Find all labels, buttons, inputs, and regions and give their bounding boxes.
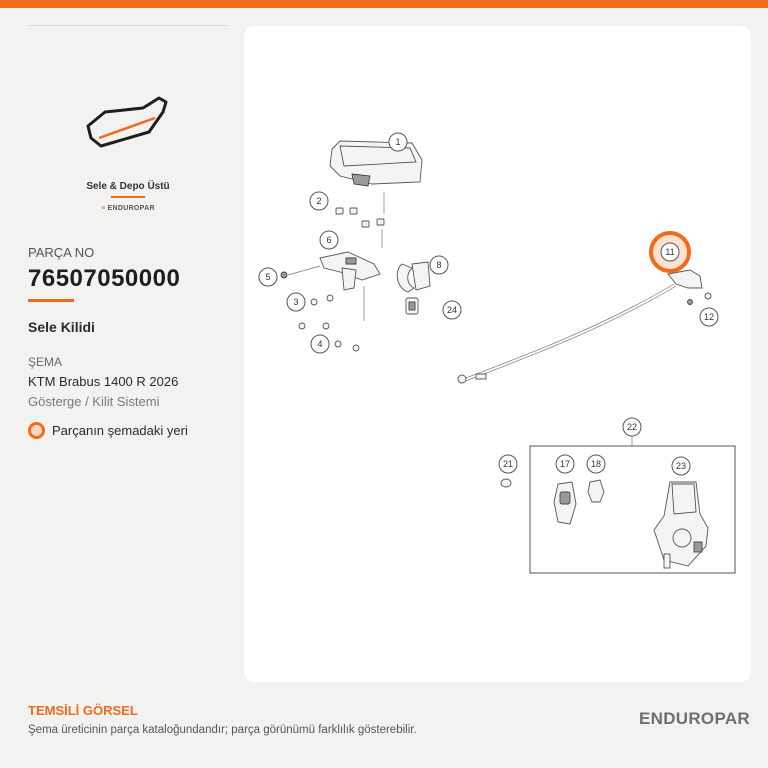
svg-text:6: 6 bbox=[326, 235, 332, 245]
svg-text:3: 3 bbox=[293, 297, 299, 307]
svg-text:8: 8 bbox=[436, 260, 442, 270]
callout-4[interactable] bbox=[311, 335, 329, 353]
legend-text: Parçanın şemadaki yeri bbox=[52, 423, 188, 438]
callout-3[interactable] bbox=[287, 293, 305, 311]
callout-11-highlighted[interactable] bbox=[651, 233, 689, 271]
svg-text:17: 17 bbox=[559, 459, 571, 469]
callout-12[interactable] bbox=[700, 308, 718, 326]
schema-label: ŞEMA bbox=[28, 355, 63, 369]
svg-text:21: 21 bbox=[502, 459, 514, 469]
legend bbox=[28, 422, 188, 439]
svg-text:18: 18 bbox=[590, 459, 602, 469]
sidebar-divider bbox=[28, 25, 228, 26]
callout-22[interactable] bbox=[623, 418, 641, 436]
svg-text:24: 24 bbox=[446, 305, 458, 315]
cable-clamp bbox=[397, 262, 430, 292]
part-name: Sele Kilidi bbox=[28, 319, 95, 335]
highlight-marker-icon bbox=[28, 422, 45, 439]
category-label: Sele & Depo Üstü bbox=[86, 181, 170, 192]
callout-6[interactable] bbox=[320, 231, 338, 249]
callout-18[interactable] bbox=[587, 455, 605, 473]
clips-group bbox=[336, 208, 384, 248]
svg-text:5: 5 bbox=[265, 272, 271, 282]
system-name: Gösterge / Kilit Sistemi bbox=[28, 394, 160, 409]
callout-23[interactable] bbox=[672, 457, 690, 475]
svg-text:1: 1 bbox=[395, 137, 401, 147]
ignition-cylinder bbox=[406, 298, 418, 314]
callout-8[interactable] bbox=[430, 256, 448, 274]
callout-24[interactable] bbox=[443, 301, 461, 319]
svg-text:22: 22 bbox=[626, 422, 638, 432]
display-unit bbox=[330, 141, 422, 214]
svg-text:12: 12 bbox=[703, 312, 715, 322]
footer-note: Şema üreticinin parça kataloğundandır; parça görünümü farklılık gösterebilir. bbox=[28, 724, 417, 736]
key-set-box bbox=[530, 434, 735, 573]
callout-17[interactable] bbox=[556, 455, 574, 473]
seat-outline-icon bbox=[83, 90, 173, 150]
svg-text:23: 23 bbox=[675, 461, 687, 471]
part-number-underline bbox=[28, 299, 74, 302]
footer-brand: ENDUROPAR bbox=[638, 709, 750, 728]
callout-21[interactable] bbox=[499, 455, 517, 473]
category-underline bbox=[111, 196, 145, 198]
top-accent-bar bbox=[0, 0, 768, 8]
callout-2[interactable] bbox=[310, 192, 328, 210]
parts-diagram bbox=[244, 26, 751, 682]
svg-text:11: 11 bbox=[665, 247, 675, 257]
svg-text:4: 4 bbox=[317, 339, 323, 349]
footer-title: TEMSİLİ GÖRSEL bbox=[28, 703, 138, 718]
diagram-panel bbox=[244, 26, 751, 682]
brand-small bbox=[28, 205, 228, 212]
grommet bbox=[501, 479, 511, 487]
part-number: 76507050000 bbox=[28, 265, 181, 292]
callout-1[interactable] bbox=[389, 133, 407, 151]
svg-text:2: 2 bbox=[316, 196, 322, 206]
category-block bbox=[28, 80, 228, 220]
brand-mark-icon: ≡ bbox=[101, 205, 106, 212]
vehicle-model: KTM Brabus 1400 R 2026 bbox=[28, 374, 179, 389]
callout-5[interactable] bbox=[259, 268, 277, 286]
part-number-label: PARÇA NO bbox=[28, 245, 95, 260]
brand-small-text: ENDUROPAR bbox=[107, 205, 155, 212]
seat-lock-cable bbox=[458, 270, 711, 383]
